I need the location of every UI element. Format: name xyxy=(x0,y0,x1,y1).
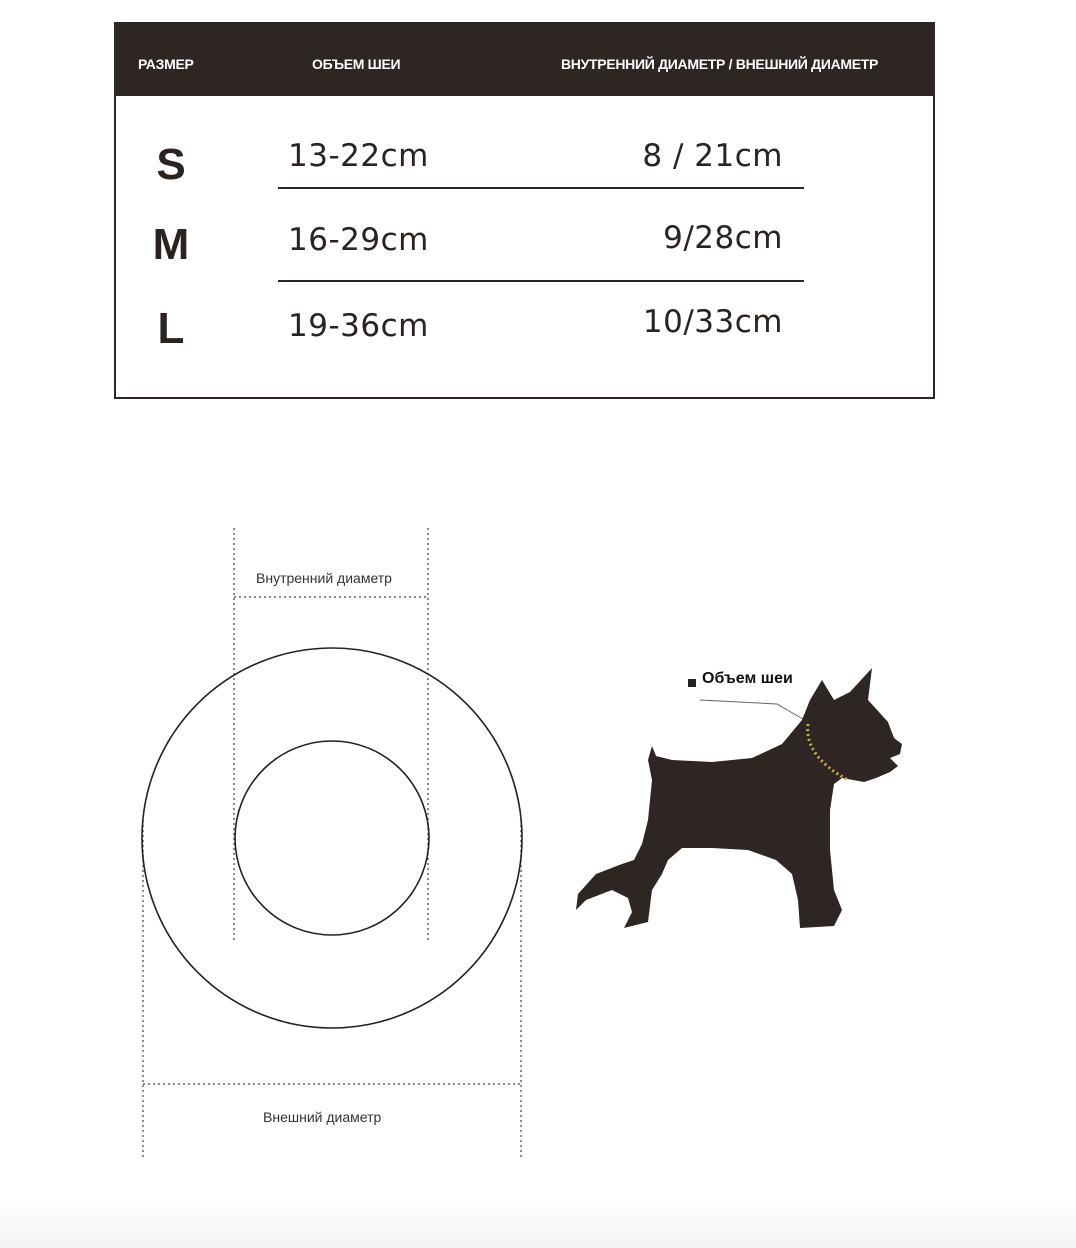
dog-silhouette-icon xyxy=(572,660,932,960)
diameter-value: 9/28cm xyxy=(663,220,783,256)
dog-illustration xyxy=(572,660,932,960)
outer-diameter-label: Внешний диаметр xyxy=(263,1109,382,1125)
table-row-s xyxy=(116,134,933,214)
ring-drawing xyxy=(130,520,540,1170)
size-table xyxy=(114,22,935,399)
neck-value: 19-36cm xyxy=(288,308,429,344)
bottom-strip xyxy=(0,1200,1076,1248)
neck-girth-label: Объем шеи xyxy=(702,670,793,687)
table-header xyxy=(116,24,933,96)
bullet-icon xyxy=(688,679,696,687)
diameter-value: 10/33cm xyxy=(642,304,783,340)
header-diameter: ВНУТРЕННИЙ ДИАМЕТР / ВНЕШНИЙ ДИАМЕТР xyxy=(561,56,879,72)
inner-ring xyxy=(235,741,429,935)
table-row-m xyxy=(116,216,933,296)
size-value: S xyxy=(156,140,186,189)
header-neck: ОБЪЕМ ШЕИ xyxy=(312,56,401,72)
size-value: L xyxy=(157,304,185,353)
row-divider xyxy=(278,280,804,282)
ring-diagram xyxy=(130,520,540,1170)
table-row-l xyxy=(116,302,933,382)
dog-body xyxy=(576,668,902,928)
pointer-line xyxy=(700,700,808,722)
outer-ring xyxy=(142,648,522,1028)
inner-diameter-label: Внутренний диаметр xyxy=(256,570,392,586)
diameter-value: 8 / 21cm xyxy=(642,138,783,174)
row-divider xyxy=(278,187,804,189)
neck-value: 13-22cm xyxy=(288,138,429,174)
neck-value: 16-29cm xyxy=(288,222,429,258)
header-size: РАЗМЕР xyxy=(138,56,194,72)
size-value: M xyxy=(152,220,190,269)
